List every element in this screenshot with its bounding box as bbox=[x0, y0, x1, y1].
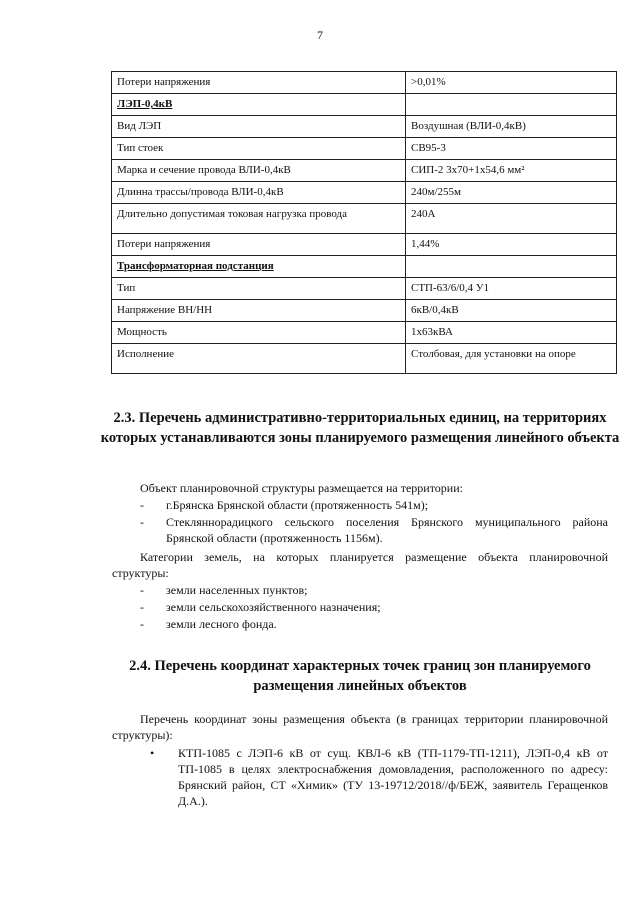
dash-marker: - bbox=[140, 600, 144, 614]
section-2-3-heading: 2.3. Перечень административно-территориальных единиц, на территориях которых устанавливаются зоны планируемого размещения линейного объекта bbox=[100, 410, 620, 446]
value-cell bbox=[406, 94, 617, 116]
land-category-item bbox=[140, 599, 540, 615]
value-cell: Столбовая, для установки на опоре bbox=[406, 344, 617, 374]
parameter-cell: Марка и сечение провода ВЛИ-0,4кВ bbox=[112, 160, 406, 182]
dash-marker: - bbox=[140, 617, 144, 631]
value-cell: 240м/255м bbox=[406, 182, 617, 204]
value-cell: 240А bbox=[406, 204, 617, 234]
territory-item-text: Стекляннорадицкого сельского поселения Брянского муниципального района Брянской области (протяженность 1156м). bbox=[166, 515, 608, 545]
table-row bbox=[112, 322, 617, 344]
dash-marker: - bbox=[140, 515, 144, 529]
coordinates-intro: Перечень координат зоны размещения объекта (в границах территории планировочной структуры): bbox=[112, 712, 608, 742]
table-section-row bbox=[112, 94, 617, 116]
value-cell bbox=[406, 256, 617, 278]
value-cell: Воздушная (ВЛИ-0,4кВ) bbox=[406, 116, 617, 138]
land-categories-intro: Категории земель, на которых планируется размещение объекта планировочной структуры: bbox=[112, 550, 608, 580]
parameter-cell: Тип bbox=[112, 278, 406, 300]
bullet-marker: • bbox=[150, 746, 155, 760]
value-cell: СТП-63/6/0,4 У1 bbox=[406, 278, 617, 300]
dash-marker: - bbox=[140, 498, 144, 512]
value-cell: СВ95-3 bbox=[406, 138, 617, 160]
section-title-cell: ЛЭП-0,4кВ bbox=[112, 94, 406, 116]
value-cell: >0,01% bbox=[406, 72, 617, 94]
table-row bbox=[112, 182, 617, 204]
table-row bbox=[112, 160, 617, 182]
land-category-item bbox=[140, 616, 540, 632]
parameter-cell: Длинна трассы/провода ВЛИ-0,4кВ bbox=[112, 182, 406, 204]
specification-table bbox=[111, 71, 617, 374]
parameter-cell: Потери напряжения bbox=[112, 234, 406, 256]
table-row bbox=[112, 300, 617, 322]
value-cell: 6кВ/0,4кВ bbox=[406, 300, 617, 322]
territory-item bbox=[140, 514, 608, 546]
parameter-cell: Длительно допустимая токовая нагрузка провода bbox=[112, 204, 406, 234]
table-row bbox=[112, 344, 617, 374]
territory-item bbox=[140, 497, 608, 513]
parameter-cell: Исполнение bbox=[112, 344, 406, 374]
parameter-cell: Напряжение ВН/НН bbox=[112, 300, 406, 322]
land-category-text: земли лесного фонда. bbox=[166, 617, 277, 631]
land-category-text: земли сельскохозяйственного назначения; bbox=[166, 600, 381, 614]
section-title-cell: Трансформаторная подстанция bbox=[112, 256, 406, 278]
table-row bbox=[112, 72, 617, 94]
land-category-item bbox=[140, 582, 540, 598]
parameter-cell: Тип стоек bbox=[112, 138, 406, 160]
table-row bbox=[112, 234, 617, 256]
value-cell: СИП-2 3х70+1х54,6 мм² bbox=[406, 160, 617, 182]
table-row bbox=[112, 138, 617, 160]
table-row bbox=[112, 204, 617, 234]
territory-intro: Объект планировочной структуры размещается на территории: bbox=[140, 481, 463, 495]
parameter-cell: Мощность bbox=[112, 322, 406, 344]
value-cell: 1х63кВА bbox=[406, 322, 617, 344]
value-cell: 1,44% bbox=[406, 234, 617, 256]
page-number: 7 bbox=[317, 28, 323, 42]
object-list-item bbox=[150, 745, 608, 809]
table-row bbox=[112, 278, 617, 300]
section-2-4-heading: 2.4. Перечень координат характерных точек границ зон планируемого размещения линейных объектов bbox=[129, 658, 591, 694]
table-section-row bbox=[112, 256, 617, 278]
parameter-cell: Вид ЛЭП bbox=[112, 116, 406, 138]
dash-marker: - bbox=[140, 583, 144, 597]
table-row bbox=[112, 116, 617, 138]
object-description: КТП-1085 с ЛЭП-6 кВ от сущ. КВЛ-6 кВ (ТП-1179-ТП-1211), ЛЭП-0,4 кВ от ТП-1085 в целях электроснабжения домовладения, расположенного по адресу: Брянский район, СТ «Химик» (ТУ 13-19712/2018//ф/БЕЖ, заявитель Геращенков Д.А.). bbox=[178, 746, 608, 808]
territory-item-text: г.Брянска Брянской области (протяженность 541м); bbox=[166, 498, 429, 512]
land-category-text: земли населенных пунктов; bbox=[166, 583, 308, 597]
parameter-cell: Потери напряжения bbox=[112, 72, 406, 94]
